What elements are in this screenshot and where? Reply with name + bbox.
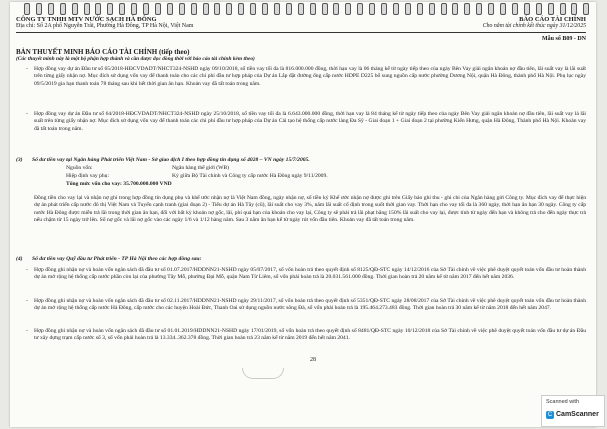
total-loan-amount: Tổng mức vốn cho vay: 35.700.000.000 VND — [66, 181, 172, 187]
binder-rings — [24, 2, 596, 14]
funding-source-label: Nguồn vốn: — [66, 165, 93, 171]
page-number: 28 — [310, 357, 316, 363]
binder-ring-icon — [464, 3, 470, 15]
company-name: CÔNG TY TNHH MTV NƯỚC SẠCH HÀ ĐÔNG — [16, 16, 157, 23]
funding-source-row — [66, 165, 230, 172]
document-page — [10, 2, 596, 427]
binder-ring-icon — [476, 3, 482, 15]
binder-ring-icon — [167, 3, 173, 15]
page-subtitle: (Các thuyết minh này là một bộ phận hợp thành và cần được đọc đồng thời với báo cáo tài chính kèm theo) — [16, 56, 255, 62]
binder-ring-icon — [369, 3, 375, 15]
binder-ring-icon — [107, 3, 113, 15]
binder-ring-icon — [203, 3, 209, 15]
binder-ring-icon — [381, 3, 387, 15]
binder-ring-icon — [393, 3, 399, 15]
binder-ring-icon — [143, 3, 149, 15]
binder-ring-icon — [95, 3, 101, 15]
binder-ring-icon — [322, 3, 328, 15]
loan-item-2: - Hợp đồng ghi nhận nợ và hoàn vốn ngân sách đã đầu tư số 02.11.2017/HDDNN21-NSHD ngày 29/11/2017, số vốn hoàn trả theo quyết định số 5351/QĐ-STC ngày 28/08/2017 của Sở Tài chính về việc phê duyệt quyết toán vốn đầu tư hoàn thành dự án mở rộng hệ thống cấp nước Hà Đông, cấp nước cho các huyện Hoài Đức, Thanh Oai sử dụng nguồn nước sông Đà, số vốn phải hoàn trả là 195.464.273.483 đồng. Thời gian hoàn trả 30 năm kể từ năm 2018 đến hết năm 2047. — [34, 298, 586, 313]
binder-ring-icon — [226, 3, 232, 15]
sub-agreement-value: Ký giữa Bộ Tài chính và Công ty cấp nước Hà Đông ngày 9/11/2009. — [172, 173, 328, 179]
binder-ring-icon — [24, 3, 30, 15]
scanner-label: Scanned with — [546, 399, 580, 405]
section-3-number: (3) — [16, 157, 23, 163]
funding-source-value: Ngân hàng thế giới (WB) — [172, 165, 230, 171]
report-title: BÁO CÁO TÀI CHÍNH — [519, 16, 586, 23]
paragraph-loan-64: - Hợp đồng vay dự án Đầu tư số 64/2018-HĐCVDADT/NHCT324-NSHD ngày 25/10/2018, số tiền vay tối đa là 6.643.000.000 đồng, thời hạn vay là 84 tháng kể từ ngày tiếp theo của ngày Bên Vay giải ngân khoản nợ đầu tiên, lãi suất vay là lãi suất trên từng giấy nhận nợ. Mục đích sử dụng vốn vay để thanh toán các chi phí đầu tư hợp pháp của Dự án Cải tạo hệ thống cấp nước làng Đa Sỹ - Giai đoạn 1 + Giai đoạn 2 tại phường Kiến Hưng, quận Hà Đông, Thành phố Hà Nội. Khoản vay đã tất toán trong năm. — [34, 111, 586, 133]
camscanner-watermark — [541, 395, 605, 427]
binder-ring-icon — [405, 3, 411, 15]
binder-ring-icon — [238, 3, 244, 15]
binder-ring-icon — [250, 3, 256, 15]
binder-ring-icon — [131, 3, 137, 15]
section-3-body: Đồng tiền cho vay lại và nhận nợ ghi trong hợp đồng tín dụng phụ và khế ước nhận nợ là Việt Nam đồng, ngày nhận nợ, số tiền ký Khế ước nhận nợ được ghi trên Giấy báo ghi thu - ghi chi của Ngân hàng gửi Công ty. Mục đích vay để thực hiện dự án phát triển cấp nước đô thị Việt Nam và Tuyến cạnh tranh (giai đoạn 2) - Tiểu dự án Hà Tây (cũ), lãi suất cho vay 3%, năm lãi suất cố định trong suốt thời gian vay. Thời hạn cho vay tối đa là 360 ngày, thời hạn ân hạn 30 ngày. Công ty cấp nước Hà Đông được miễn trả lãi trong thời gian ân hạn, đối với bất kỳ khoản nợ gốc, lãi, phí quá hạn của khoản cho vay lại, Công ty sẽ phải trả lãi phạt bằng 150% lãi suất cho vay lại, được tính từ ngày đến hạn và không trả cho đến ngày thực trả nếu chậm từ 15 ngày trở lên. Số nợ gốc và lãi nợ gốc vào các ngày 1/6 và 1/12 hàng năm. Sau 3 năm ân hạn kể từ ngày rút vốn đầu tiên. Khoản vay đã tất toán trong năm. — [34, 195, 586, 224]
binder-ring-icon — [84, 3, 90, 15]
stamp-mark — [242, 368, 284, 379]
sub-agreement-row — [66, 173, 328, 180]
company-address: Địa chỉ: Số 2A phố Nguyễn Trãi, Phường Hà Đông, TP Hà Nội, Việt Nam — [16, 23, 194, 29]
binder-ring-icon — [72, 3, 78, 15]
binder-ring-icon — [512, 3, 518, 15]
paragraph-loan-65: - Hợp đồng vay dự án Đầu tư số 65/2018-HĐCVDADT/NHCT324-NSHD ngày 09/10/2018, số tiền vay tối đa là 816.000.000 đồng, thời hạn vay là 06 tháng kể từ ngày tiếp theo của ngày Bên Vay giải ngân khoản nợ đầu tiên, lãi suất vay là lãi suất trên từng giấy nhận nợ. Mục đích sử dụng vốn vay để thanh toán cho các chi phí đầu tư hợp pháp của Dự án Lắp đặt đường ống cấp nước HDPE D225 bổ sung nguồn cấp nước phường Dương Nội, quận Hà Đông, thành phố Hà Nội. Phụ lục ngày 09/5/2019 gia hạn thanh toán 78 tháng sau khi hết thời gian ân hạn. Khoản vay đã tất toán trong năm. — [34, 66, 586, 88]
binder-ring-icon — [286, 3, 292, 15]
binder-ring-icon — [274, 3, 280, 15]
binder-ring-icon — [262, 3, 268, 15]
section-4-number: (4) — [16, 256, 23, 262]
scanner-brand: CamScanner — [556, 411, 599, 418]
binder-ring-icon — [500, 3, 506, 15]
binder-ring-icon — [333, 3, 339, 15]
binder-ring-icon — [452, 3, 458, 15]
binder-ring-icon — [310, 3, 316, 15]
camscanner-logo-icon: C — [547, 412, 553, 418]
binder-ring-icon — [571, 3, 577, 15]
binder-ring-icon — [536, 3, 542, 15]
binder-ring-icon — [441, 3, 447, 15]
binder-ring-icon — [357, 3, 363, 15]
section-4-title: Số dư tiền vay Quỹ đầu tư Phát triển - TP Hà Nội theo các hợp đồng sau: — [32, 256, 202, 262]
report-period: Cho năm tài chính kết thúc ngày 31/12/2025 — [482, 23, 586, 29]
binder-ring-icon — [191, 3, 197, 15]
binder-ring-icon — [429, 3, 435, 15]
sub-agreement-label: Hiệp định vay phụ: — [66, 173, 110, 179]
binder-ring-icon — [119, 3, 125, 15]
binder-ring-icon — [214, 3, 220, 15]
binder-ring-icon — [179, 3, 185, 15]
section-4-heading — [16, 256, 586, 263]
binder-ring-icon — [417, 3, 423, 15]
binder-ring-icon — [48, 3, 54, 15]
section-3-title: Số dư tiền vay tại Ngân hàng Phát triển Việt Nam - Sở giao dịch I theo hợp đồng tín dụng số 4028 – VN ngày 15/7/2005. — [32, 157, 310, 163]
section-3-heading — [16, 157, 586, 164]
binder-ring-icon — [155, 3, 161, 15]
binder-ring-icon — [524, 3, 530, 15]
binder-ring-icon — [36, 3, 42, 15]
binder-ring-icon — [488, 3, 494, 15]
binder-ring-icon — [60, 3, 66, 15]
binder-ring-icon — [345, 3, 351, 15]
binder-ring-icon — [583, 3, 589, 15]
form-number: Mẫu số B09 - DN — [541, 36, 586, 42]
binder-ring-icon — [560, 3, 566, 15]
loan-item-3: - Hợp đồng ghi nhận nợ và hoàn vốn ngân sách đã đầu tư số 01.01.2019/HDDNN21-NSHD ngày 17/01/2019, số vốn hoàn trả theo quyết định số 8481/QĐ-STC ngày 10/12/2018 của Sở Tài chính về việc phê duyệt quyết toán vốn đầu tư dự án Đầu tư xây dựng trạm cấp nước số 3, số vốn phải hoàn trả là 13.334..362.378 đồng. Thời gian hoàn trả 23 năm kể từ năm 2019 đến hết năm 2041. — [34, 328, 586, 343]
header-rule — [16, 32, 586, 33]
page-title: BẢN THUYẾT MINH BÁO CÁO TÀI CHÍNH (tiếp theo) — [16, 48, 190, 56]
binder-ring-icon — [548, 3, 554, 15]
binder-ring-icon — [298, 3, 304, 15]
loan-item-1: - Hợp đồng ghi nhận nợ và hoàn vốn ngân sách đã đầu tư số 01.07.2017/HDDNN21-NSHD ngày 05/07/2017, số vốn hoàn trả theo quyết định số 8125/QĐ-STC ngày 14/12/2016 của Sở Tài chính về việc phê duyệt quyết toán vốn đầu tư hoàn thành dự án mở rộng hệ thống cấp nước phần còn lại của phường Tây Mỗ, phường Đại Mỗ, quận Nam Từ Liêm, số vốn phải hoàn trả là 20.031.561.000 đồng. Thời gian hoàn trả 20 năm kể từ năm 2017 đến hết năm 2036. — [34, 267, 586, 282]
